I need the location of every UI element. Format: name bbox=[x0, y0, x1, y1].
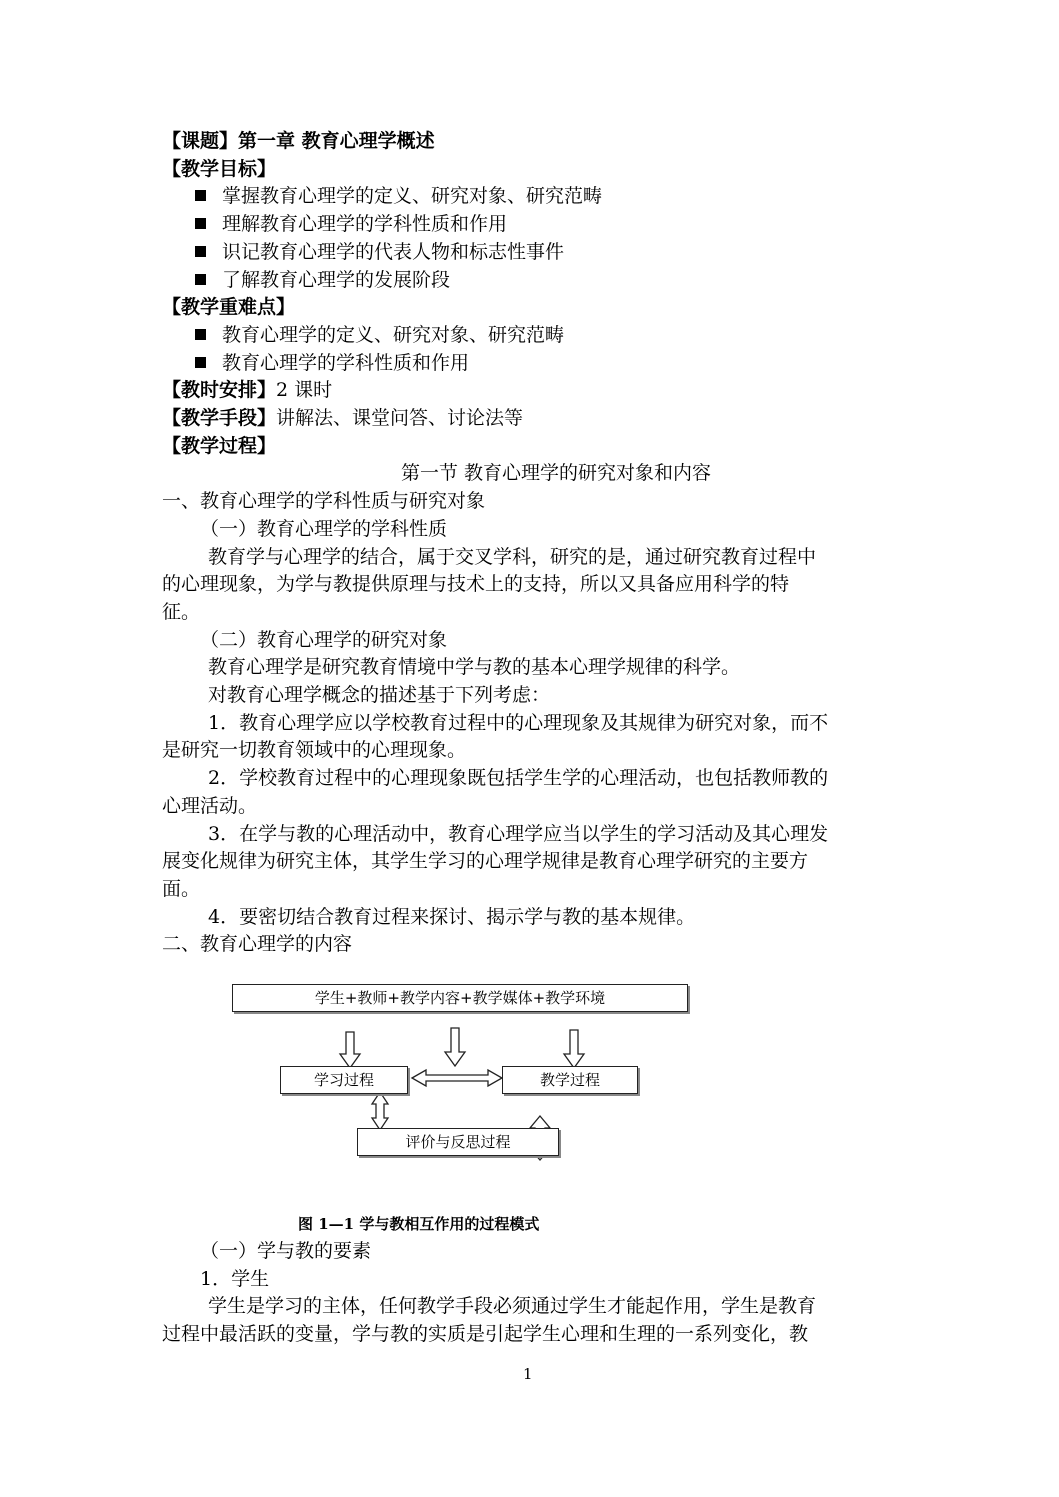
double-arrow-icon bbox=[412, 1070, 502, 1086]
teaching-process-box: 教学过程 bbox=[502, 1066, 638, 1094]
evaluation-process-box: 评价与反思过程 bbox=[357, 1128, 559, 1156]
learning-process-box: 学习过程 bbox=[280, 1066, 408, 1094]
paragraph-line: 征。 bbox=[162, 600, 201, 623]
subheading-1: （一）教育心理学的学科性质 bbox=[200, 517, 448, 540]
section-title: 第一节 教育心理学的研究对象和内容 bbox=[400, 462, 712, 485]
goal-item: 掌握教育心理学的定义、研究对象、研究范畴 bbox=[162, 183, 890, 211]
elements-box: 学生+教师+教学内容+教学媒体+教学环境 bbox=[232, 984, 688, 1012]
means-line: 【教学手段】讲解法、课堂问答、讨论法等 bbox=[162, 407, 524, 430]
paragraph-line: 学生是学习的主体，任何教学手段必须通过学生才能起作用，学生是教育 bbox=[208, 1295, 817, 1318]
key-point-item: 教育心理学的学科性质和作用 bbox=[162, 350, 890, 378]
topic-value: 第一章 教育心理学概述 bbox=[238, 130, 435, 152]
figure-caption: 图 1—1 学与教相互作用的过程模式 bbox=[298, 1215, 540, 1233]
document-body bbox=[162, 128, 890, 959]
goal-item: 了解教育心理学的发展阶段 bbox=[162, 267, 890, 295]
bullet-square-icon bbox=[195, 190, 206, 201]
list-item-line: 2．学校教育过程中的心理现象既包括学生学的心理活动，也包括教师教的 bbox=[208, 767, 829, 790]
paragraph-line: 过程中最活跃的变量，学与教的实质是引起学生心理和生理的一系列变化，教 bbox=[162, 1323, 809, 1346]
process-diagram bbox=[230, 982, 690, 1162]
list-item-line: 心理活动。 bbox=[162, 794, 258, 817]
document-body-continued bbox=[162, 1238, 890, 1349]
bullet-square-icon bbox=[195, 274, 206, 285]
bullet-square-icon bbox=[195, 357, 206, 368]
list-item-line: 1．教育心理学应以学校教育过程中的心理现象及其规律为研究对象，而不 bbox=[208, 711, 829, 734]
goals-heading: 【教学目标】 bbox=[162, 157, 277, 180]
goal-item: 识记教育心理学的代表人物和标志性事件 bbox=[162, 239, 890, 267]
list-item-line: 是研究一切教育领域中的心理现象。 bbox=[162, 739, 467, 762]
process-heading: 【教学过程】 bbox=[162, 434, 277, 457]
bullet-square-icon bbox=[195, 246, 206, 257]
hours-line: 【教时安排】2 课时 bbox=[162, 379, 333, 402]
down-arrow-icon bbox=[564, 1030, 584, 1068]
heading-2: 二、教育心理学的内容 bbox=[162, 933, 353, 956]
list-item-line: 1．学生 bbox=[200, 1267, 270, 1290]
subheading-2: （二）教育心理学的研究对象 bbox=[200, 628, 448, 651]
goal-item: 理解教育心理学的学科性质和作用 bbox=[162, 211, 890, 239]
heading-1: 一、教育心理学的学科性质与研究对象 bbox=[162, 490, 486, 513]
paragraph-line: 的心理现象，为学与教提供原理与技术上的支持，所以又具备应用科学的特 bbox=[162, 573, 790, 596]
paragraph-line: 教育心理学是研究教育情境中学与教的基本心理学规律的科学。 bbox=[208, 656, 741, 679]
down-arrow-icon bbox=[340, 1032, 360, 1068]
list-item-line: 3．在学与教的心理活动中，教育心理学应当以学生的学习活动及其心理发 bbox=[208, 822, 829, 845]
page-number: 1 bbox=[523, 1365, 533, 1383]
bullet-square-icon bbox=[195, 218, 206, 229]
paragraph-line: 对教育心理学概念的描述基于下列考虑： bbox=[208, 684, 551, 707]
vertical-double-arrow-icon bbox=[372, 1092, 388, 1130]
key-point-item: 教育心理学的定义、研究对象、研究范畴 bbox=[162, 322, 890, 350]
bullet-square-icon bbox=[195, 329, 206, 340]
down-arrow-icon bbox=[445, 1028, 465, 1066]
paragraph-line: 教育学与心理学的结合，属于交叉学科，研究的是，通过研究教育过程中 bbox=[208, 545, 817, 568]
topic-line bbox=[162, 128, 890, 156]
topic-label: 【课题】 bbox=[162, 130, 239, 152]
subheading-3: （一）学与教的要素 bbox=[200, 1240, 372, 1262]
key-points-heading: 【教学重难点】 bbox=[162, 296, 296, 319]
list-item-line: 展变化规律为研究主体，其学生学习的心理学规律是教育心理学研究的主要方 bbox=[162, 850, 809, 873]
list-item-line: 4．要密切结合教育过程来探讨、揭示学与教的基本规律。 bbox=[208, 905, 696, 928]
list-item-line: 面。 bbox=[162, 877, 201, 900]
